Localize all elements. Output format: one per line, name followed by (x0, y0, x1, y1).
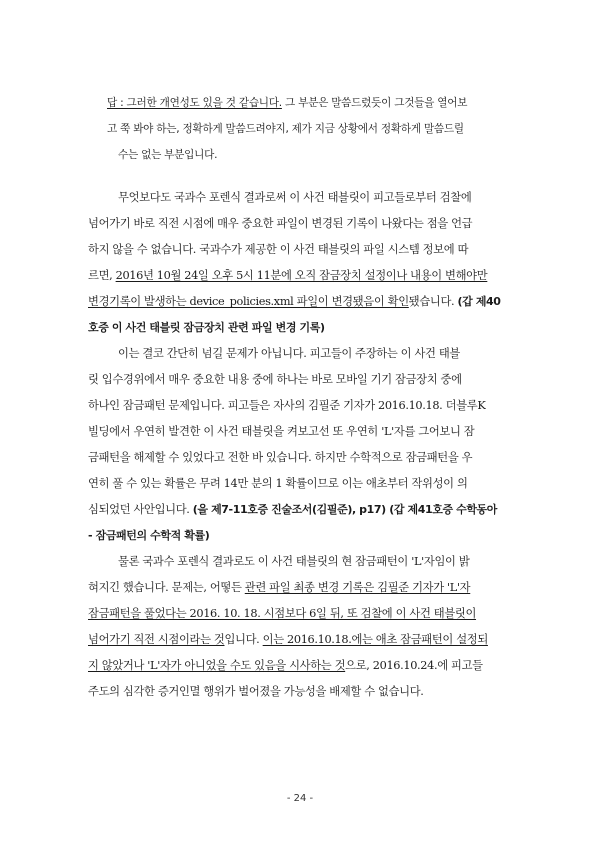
para3-line-1: 물론 국과수 포렌식 결과로도 이 사건 태블릿의 현 잠금패턴이 'L'자임이 밝 (118, 555, 470, 568)
para1-text: 르면, (88, 269, 116, 282)
para3-underlined-text: 이는 2016.10.18.에는 애초 잠금패턴이 설정되 (262, 633, 488, 646)
answer-underlined-text: 답 : 그러한 개연성도 있을 것 같습니다. (107, 97, 282, 109)
page-number: - 24 - (286, 793, 314, 804)
para3-underlined-text: 관련 파일 최종 변경 기록은 김필준 기자가 'L'자 (244, 581, 471, 594)
exhibit-reference: (갑 제40 (457, 295, 501, 308)
para2-line-5: 금패턴을 해제할 수 있었다고 전한 바 있습니다. 하지만 수학적으로 잠금패턴을 우 (88, 451, 473, 464)
answer-line-3: 수는 없는 부분입니다. (118, 149, 218, 161)
para2-text: 심되었던 사안입니다. (88, 503, 193, 516)
para3-line-2 (88, 580, 470, 596)
para2-line-3: 하나인 잠금패턴 문제입니다. 피고들은 자사의 김필준 기자가 2016.10.18. 더블루K (88, 399, 486, 412)
answer-text: 그 부분은 말씀드렸듯이 그것들을 열어보 (281, 97, 468, 109)
para1-line-3: 하지 않을 수 없습니다. 국과수가 제공한 이 사건 태블릿의 파일 시스템 정보에 따 (88, 243, 469, 256)
para1-line-4 (88, 268, 487, 284)
answer-line-1 (107, 95, 467, 111)
para3-line-3: 잠금패턴을 풀었다는 2016. 10. 18. 시점보다 6일 뒤, 또 검찰에 이 사건 태블릿이 (88, 607, 477, 620)
para3-text: 혀지긴 했습니다. 문제는, 어떻든 (88, 581, 245, 594)
para2-line-4: 빌딩에서 우연히 발견한 이 사건 태블릿을 켜보고선 또 우연히 'L'자를 그어보니 잠 (88, 425, 475, 438)
para1-underlined-text: 변경기록이 발생하는 device_policies.xml 파일이 변경됐음이 확인 (88, 295, 409, 308)
para1-line-1: 무엇보다도 국과수 포렌식 결과로써 이 사건 태블릿이 피고들로부터 검찰에 (118, 191, 472, 204)
para1-underlined-text: 2016년 10월 24일 오후 5시 11분에 오직 잠금장치 설정이나 내용이 변해야만 (115, 269, 488, 282)
para1-line-5 (88, 294, 501, 310)
para1-text: 됐습니다. (408, 295, 458, 308)
para3-text: 으로, 2016.10.24.에 피고들 (345, 659, 483, 672)
para3-line-5 (88, 658, 483, 674)
para3-line-4 (88, 632, 488, 648)
para3-line-6: 주도의 심각한 증거인멸 행위가 벌어졌을 가능성을 배제할 수 없습니다. (88, 685, 424, 698)
para2-line-6: 연히 풀 수 있는 확률은 무려 14만 분의 1 확률이므로 이는 애초부터 작위성이 의 (88, 477, 468, 490)
answer-line-2: 고 쭉 봐야 하는, 정확하게 말씀드려야지, 제가 지금 상황에서 정확하게 말씀드릴 (107, 123, 464, 135)
exhibit-reference: (을 제7-11호증 진술조서(김필준), p17) (갑 제41호증 수학동아 (192, 503, 497, 516)
exhibit-reference: - 잠금패턴의 수학적 확률) (88, 529, 210, 542)
para3-text: 입니다. (224, 633, 263, 646)
para2-line-7 (88, 502, 497, 518)
para3-underlined-text: 넘어가기 직전 시점이라는 것 (88, 633, 225, 646)
para2-line-2: 릿 입수경위에서 매우 중요한 내용 중에 하나는 바로 모바일 기기 잠금장치 중에 (88, 373, 462, 386)
exhibit-reference: 호증 이 사건 태블릿 잠금장치 관련 파일 변경 기록) (88, 321, 325, 334)
para1-line-2: 넘어가기 바로 직전 시점에 매우 중요한 파일이 변경된 기록이 나왔다는 점을 언급 (88, 217, 473, 230)
para2-line-1: 이는 결코 간단히 넘길 문제가 아닙니다. 피고들이 주장하는 이 사건 태블 (118, 347, 460, 360)
para3-underlined-text: 지 않았거나 'L'자가 아니었을 수도 있음을 시사하는 것 (88, 659, 346, 672)
